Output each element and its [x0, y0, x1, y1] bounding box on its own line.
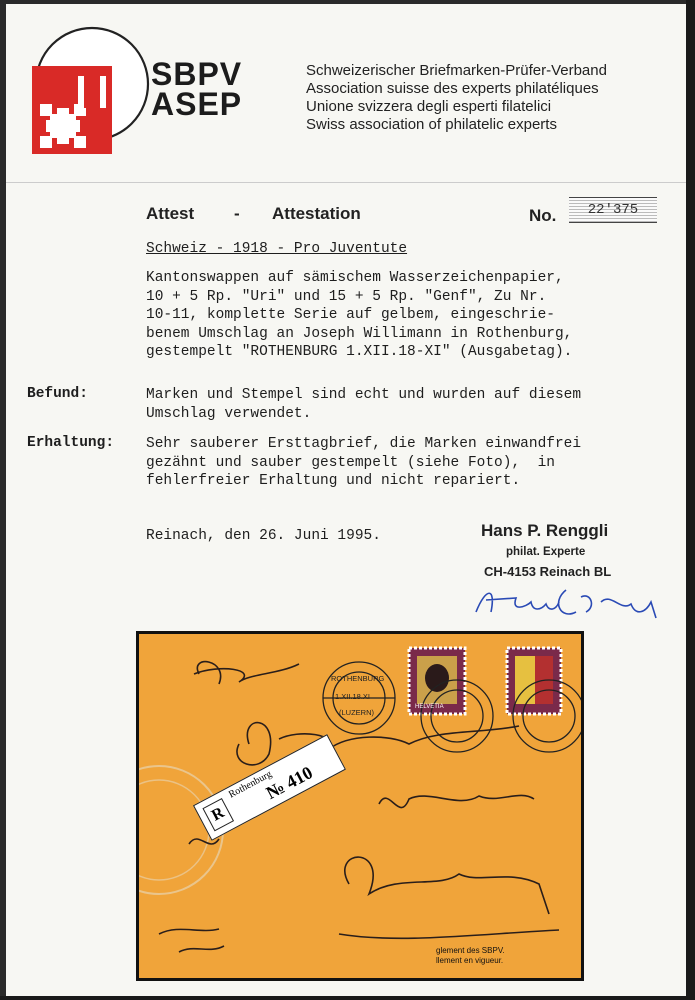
- expert-address: CH-4153 Reinach BL: [484, 564, 612, 579]
- expert-name: Hans P. Renggli: [481, 521, 609, 540]
- assoc-name-en: Swiss association of philatelic experts: [306, 116, 557, 133]
- befund-text: Marken und Stempel sind echt und wurden auf diesem Umschlag verwendet.: [146, 387, 582, 422]
- assoc-name-it: Unione svizzera degli esperti filatelici: [306, 98, 552, 115]
- postmark-town: ROTHENBURG: [331, 674, 385, 683]
- certificate-number: 22'375: [569, 197, 657, 223]
- number-label: No.: [529, 206, 557, 225]
- footer-notice-line-2: llement en vigueur.: [436, 956, 504, 965]
- assoc-name-fr: Association suisse des experts philatéliques: [306, 80, 599, 97]
- attest-heading: Attest: [146, 204, 195, 223]
- place-date: Reinach, den 26. Juni 1995.: [146, 528, 381, 544]
- handwritten-signature: [471, 582, 661, 622]
- erhaltung-text: Sehr sauberer Ersttagbrief, die Marken einwandfrei gezähnt und sauber gestempelt (siehe Foto), in fehlerfreier Erhaltung und nicht repariert.: [146, 436, 582, 489]
- erhaltung-label: Erhaltung:: [27, 435, 115, 451]
- brand-logotype: [151, 56, 243, 122]
- heading-dash: -: [234, 204, 240, 223]
- footer-notice: [436, 946, 505, 966]
- registration-letter: R: [202, 798, 234, 831]
- scan-frame-bottom: [0, 996, 695, 1000]
- sbpv-logo: [20, 20, 150, 170]
- scan-frame-right: [686, 0, 695, 1000]
- subject-line: Schweiz - 1918 - Pro Juventute: [146, 241, 408, 257]
- registration-number: № 410: [262, 762, 316, 804]
- registration-place: Rothenburg: [227, 768, 274, 801]
- footer-notice-line-1: glement des SBPV.: [436, 946, 505, 955]
- postmark-canton: (LUZERN): [339, 708, 374, 717]
- assoc-name-de: Schweizerischer Briefmarken-Prüfer-Verband: [306, 62, 607, 79]
- befund-label: Befund:: [27, 386, 88, 402]
- envelope-photo: [136, 631, 584, 981]
- certificate-sheet: [6, 4, 686, 996]
- attestation-heading: Attestation: [272, 204, 361, 223]
- description-text: Kantonswappen auf sämischem Wasserzeichenpapier, 10 + 5 Rp. "Uri" und 15 + 5 Rp. "Genf", Zu Nr. 10-11, komplette Serie auf gelbem, eingeschrie- benem Umschlag an Joseph Willimann in Rothenburg, gestempelt "ROTHENBURG 1.XII.18-XI" (Ausgabetag).: [146, 270, 573, 360]
- swiss-cross-icon: [32, 66, 112, 154]
- stamp-country-text: HELVETIA: [415, 704, 444, 710]
- brand-line-1: SBPV: [151, 56, 243, 92]
- brand-line-2: ASEP: [151, 86, 243, 122]
- expert-title: philat. Experte: [506, 546, 586, 558]
- header-divider: [6, 182, 686, 183]
- association-names: [306, 62, 607, 134]
- postmark-date: 1.XII.18.XI: [335, 692, 371, 701]
